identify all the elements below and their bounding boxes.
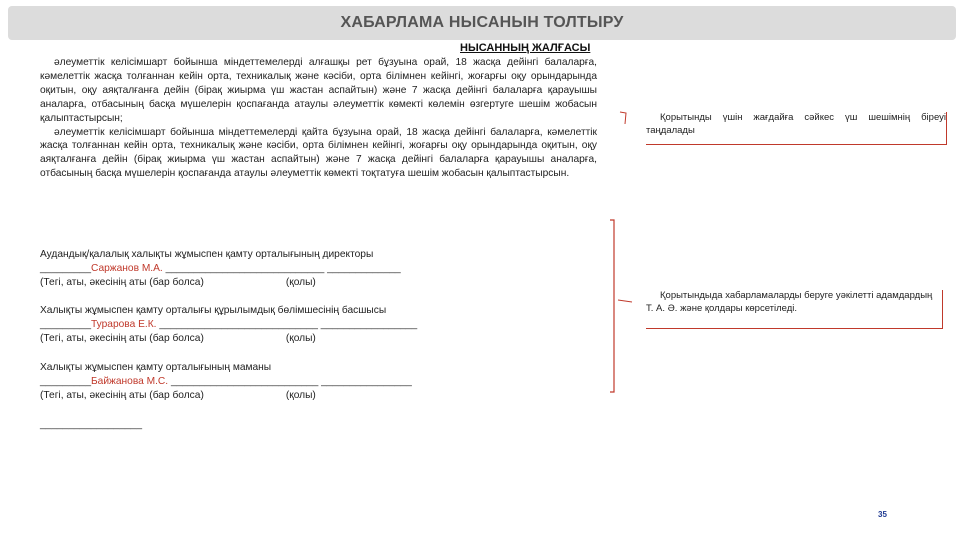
paragraph-first-violation: әлеуметтік келісімшарт бойынша міндеттемелерді алғашқы рет бұзуына орай, 18 жасқа дейінгі балаларға, кәмелеттік жасқа толғаннан кейін орта, техникалық және кәсіби, орта білімнен кейінгі, жоғарғы оқу орындарында оқитын, оқу аяқталғанға дейін (бірақ жиырма үш жастан аспайтын) және 7 жасқа дейінгі балаларға қарауышы аналарға, отбасының басқа мүшелерін қоспағанда атаулы әлеуметтік көмекті көлемін өзгертуге шешім жобасын қалыптастырсын; <box>40 57 597 124</box>
signature-block-specialist <box>40 361 412 403</box>
body-text <box>40 56 597 181</box>
signature-role: Халықты жұмыспен қамту орталығының маманы <box>40 362 272 373</box>
note-choose-decision: Қорытынды үшін жағдайға сәйкес үш шешімнің біреуі таңдалады <box>646 112 947 145</box>
signature-name: Турарова Е.К. <box>91 319 157 330</box>
signature-bracket <box>600 218 640 394</box>
signature-caption: (Тегі, аты, әкесінің аты (бар болса) (қолы) <box>40 277 316 288</box>
signature-line: _________Саржанов М.А. ____________________________ _____________ <box>40 263 401 274</box>
signature-block-head <box>40 304 417 346</box>
signature-name: Байжанова М.С. <box>91 376 169 387</box>
signature-role: Аудандық/қалалық халықты жұмыспен қамту орталығының директоры <box>40 249 374 260</box>
footer-line: __________________ <box>40 419 142 430</box>
page-number: 35 <box>878 510 887 519</box>
signature-name: Саржанов М.А. <box>91 263 163 274</box>
note-arrow-1 <box>614 108 644 128</box>
page-subtitle: НЫСАННЫҢ ЖАЛҒАСЫ <box>460 42 591 54</box>
page-title: ХАБАРЛАМА НЫСАНЫН ТОЛТЫРУ <box>340 14 624 31</box>
signature-line: _________Байжанова М.С. __________________________ ________________ <box>40 376 412 387</box>
signature-role: Халықты жұмыспен қамту орталығы құрылымдық бөлімшесінің басшысы <box>40 305 387 316</box>
signature-line: _________Турарова Е.К. ____________________________ _________________ <box>40 319 418 330</box>
page-title-bar <box>8 6 956 40</box>
paragraph-repeat-violation: әлеуметтік келісімшарт бойынша міндеттемелерді қайта бұзуына орай, 18 жасқа дейінгі балаларға, кәмелеттік жасқа толғаннан кейін орта, техникалық және кәсіби, орта білімнен кейінгі, жоғарғы оқу орындарында оқитын, оқу аяқталғанға дейін (бірақ жиырма үш жастан аспайтын) және 7 жасқа дейінгі балаларға қарауышы аналарға, отбасының басқа мүшелерін қоспағанда атаулы әлеуметтік көмекті тоқтатуға шешім жобасын қалыптастырсын. <box>40 126 597 180</box>
signature-caption: (Тегі, аты, әкесінің аты (бар болса) (қолы) <box>40 390 316 401</box>
signature-block-director <box>40 248 401 290</box>
note-signatures: Қорытындыда хабарламаларды беруге уәкілетті адамдардың Т. А. Ә. және қолдары көрсетіледі. <box>646 290 943 329</box>
signature-caption: (Тегі, аты, әкесінің аты (бар болса) (қолы) <box>40 333 316 344</box>
